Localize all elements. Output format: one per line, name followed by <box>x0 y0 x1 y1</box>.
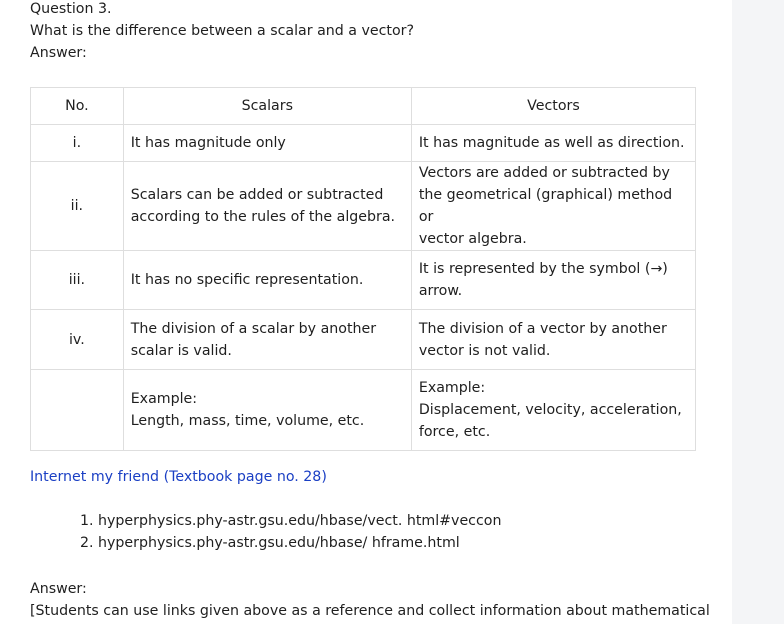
scalar-text: Scalars can be added or subtracted <box>130 187 384 203</box>
vector-text: The division of a vector by another <box>418 320 667 337</box>
answer-label: Answer: <box>30 45 87 61</box>
row-number: ii. <box>31 162 124 251</box>
table-row <box>31 310 696 370</box>
answer2-label: Answer: <box>30 581 87 597</box>
vector-cell <box>411 125 695 162</box>
table-row <box>31 370 696 451</box>
scalar-cell <box>123 251 411 310</box>
vector-text: the geometrical (graphical) method or <box>418 187 673 225</box>
scalar-text: Example: <box>130 391 198 407</box>
vector-cell <box>411 370 695 451</box>
reference-links-list <box>30 510 501 554</box>
scalar-text: scalar is valid. <box>130 342 232 359</box>
table-header-row <box>31 88 696 125</box>
vector-text: arrow. <box>418 283 463 299</box>
question-text: What is the difference between a scalar and a vector? <box>30 23 415 39</box>
row-number: i. <box>31 125 124 162</box>
row-number: iv. <box>31 310 124 370</box>
vector-text: vector is not valid. <box>418 342 551 359</box>
scalar-cell <box>123 125 411 162</box>
vector-text: Vectors are added or subtracted by <box>418 165 670 181</box>
scalar-text: It has no specific representation. <box>130 272 364 288</box>
table-row <box>31 251 696 310</box>
scalar-cell <box>123 370 411 451</box>
vector-text: It has magnitude as well as direction. <box>418 135 685 151</box>
scalar-text: The division of a scalar by another <box>130 320 377 337</box>
scalar-text: Length, mass, time, volume, etc. <box>130 413 365 429</box>
comparison-table <box>30 87 696 451</box>
scalar-cell <box>123 310 411 370</box>
vector-text: It is represented by the symbol (→) <box>418 261 668 277</box>
row-number: iii. <box>31 251 124 310</box>
row-number <box>31 370 124 451</box>
vector-text: Example: <box>418 380 486 396</box>
internet-my-friend-link[interactable]: Internet my friend (Textbook page no. 28) <box>30 469 327 485</box>
table-row <box>31 125 696 162</box>
vector-text: Displacement, velocity, acceleration, <box>418 402 682 418</box>
header-no: No. <box>31 88 124 125</box>
header-vectors: Vectors <box>411 88 695 125</box>
scalar-text: It has magnitude only <box>130 135 286 151</box>
vector-text: force, etc. <box>418 424 491 440</box>
right-margin-strip <box>732 0 784 624</box>
answer2-text: [Students can use links given above as a reference and collect information about mathematical <box>30 603 710 619</box>
list-item: 1. hyperphysics.phy-astr.gsu.edu/hbase/vect. html#veccon <box>98 510 501 532</box>
table-row <box>31 162 696 251</box>
vector-cell <box>411 162 695 251</box>
scalar-cell <box>123 162 411 251</box>
header-scalars: Scalars <box>123 88 411 125</box>
vector-text: vector algebra. <box>418 231 527 247</box>
scalar-text: according to the rules of the algebra. <box>130 209 396 225</box>
vector-cell <box>411 251 695 310</box>
vector-cell <box>411 310 695 370</box>
question-number: Question 3. <box>30 1 112 17</box>
list-item: 2. hyperphysics.phy-astr.gsu.edu/hbase/ hframe.html <box>98 532 501 554</box>
